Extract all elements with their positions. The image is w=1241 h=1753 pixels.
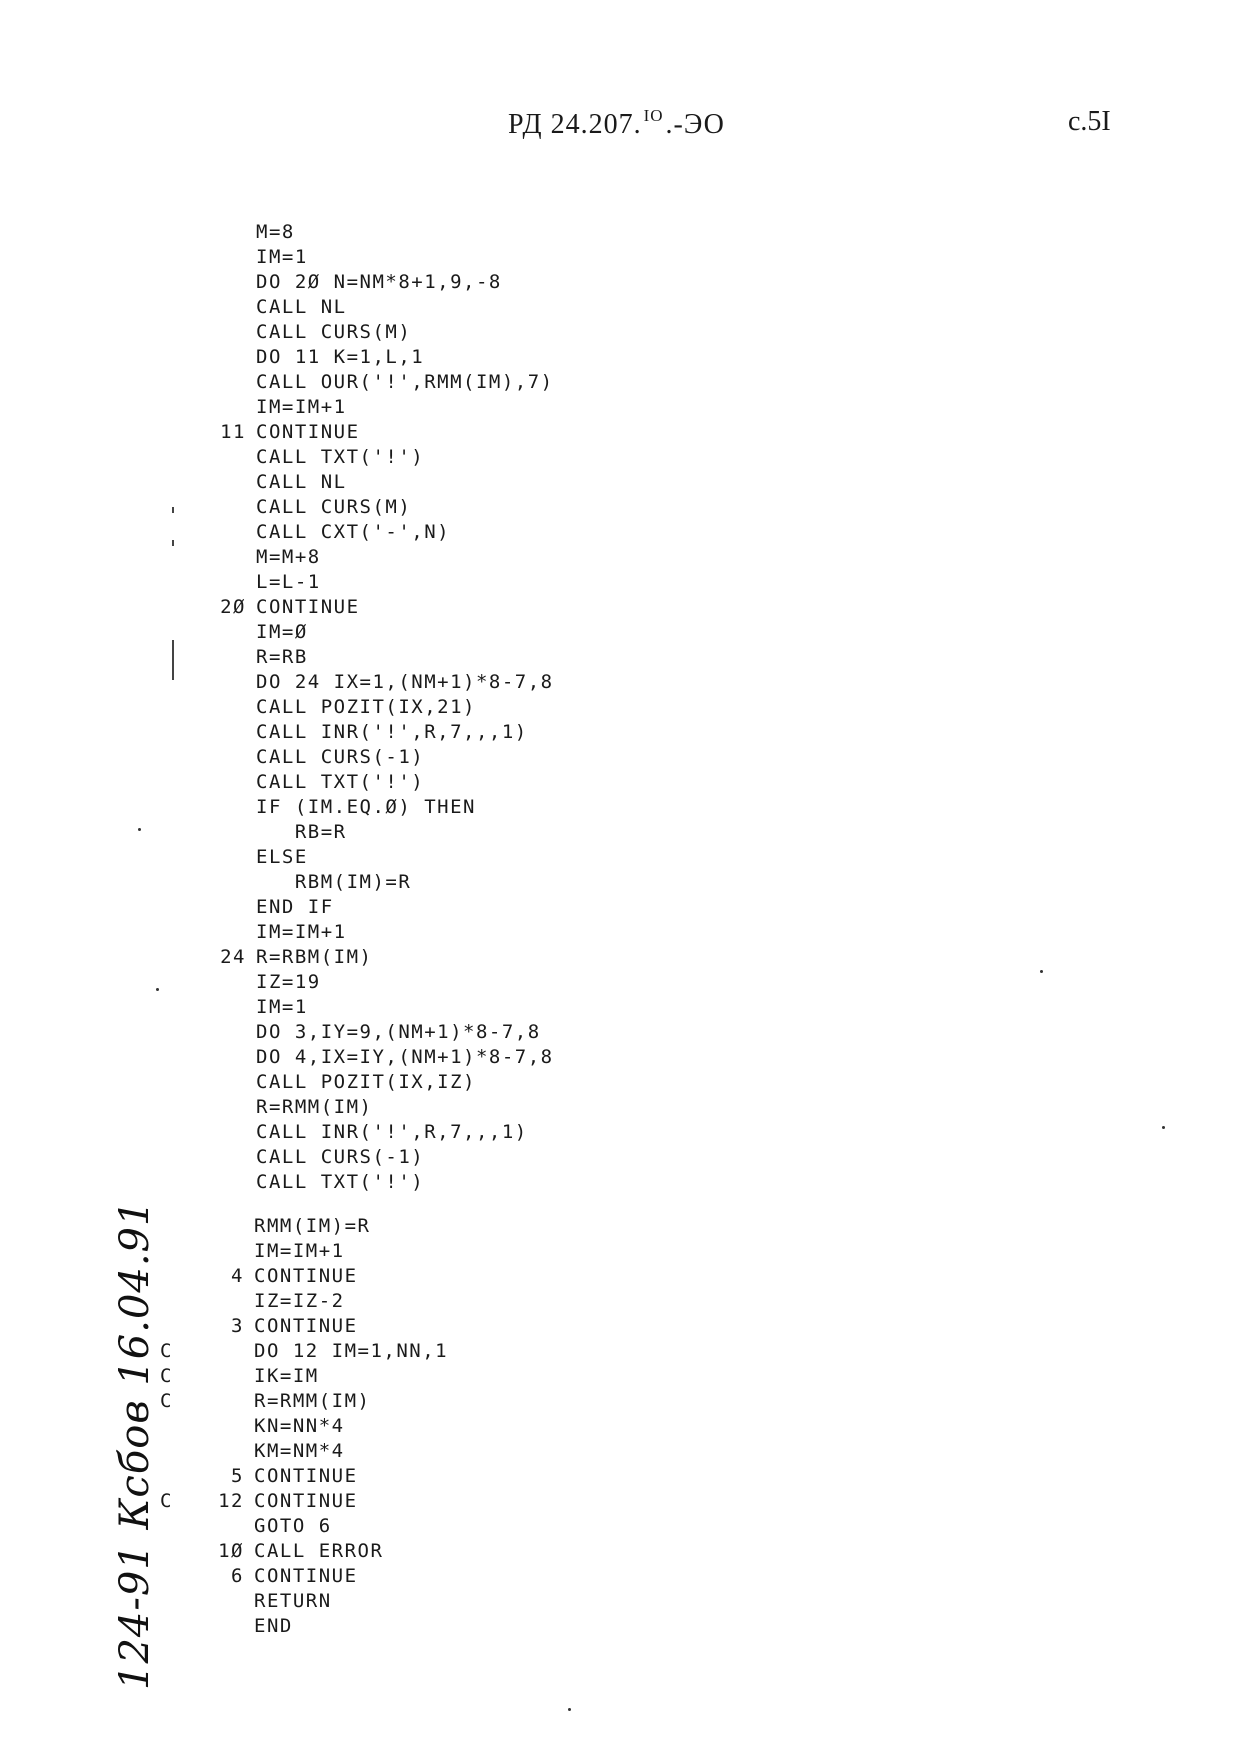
code-line <box>160 1489 448 1514</box>
code-statement: CALL CURS(M) <box>256 496 412 518</box>
code-statement: IM=IM+1 <box>254 1240 345 1262</box>
doc-code-suffix: .-ЭО <box>665 109 725 140</box>
code-statement: IM=1 <box>256 246 308 268</box>
margin-mark <box>172 507 174 513</box>
document-code <box>508 106 725 141</box>
code-line <box>186 245 554 270</box>
code-line <box>160 1339 448 1364</box>
code-line <box>160 1214 448 1239</box>
code-statement: IZ=19 <box>256 971 321 993</box>
code-statement: IZ=IZ-2 <box>254 1290 345 1312</box>
code-line <box>186 645 554 670</box>
margin-mark <box>172 640 174 680</box>
code-line <box>186 595 554 620</box>
code-statement: CONTINUE <box>254 1265 358 1287</box>
code-statement: R=RB <box>256 646 308 668</box>
code-statement: IK=IM <box>254 1365 319 1387</box>
doc-code-superscript: IO <box>643 106 664 125</box>
code-statement: L=L-1 <box>256 571 321 593</box>
code-line <box>160 1239 448 1264</box>
code-statement: IM=Ø <box>256 621 308 643</box>
code-line <box>186 995 554 1020</box>
code-line <box>186 695 554 720</box>
code-line <box>186 1170 554 1195</box>
code-statement: KN=NN*4 <box>254 1415 345 1437</box>
code-statement: IM=IM+1 <box>256 396 347 418</box>
code-line <box>186 395 554 420</box>
code-line <box>160 1414 448 1439</box>
handwritten-margin-note <box>112 1090 162 1690</box>
code-line <box>160 1589 448 1614</box>
code-statement: CALL CURS(-1) <box>256 1146 425 1168</box>
code-statement: DO 4,IX=IY,(NM+1)*8-7,8 <box>256 1046 554 1068</box>
code-line <box>186 495 554 520</box>
scan-speck <box>568 1708 571 1711</box>
statement-label: 11 <box>220 421 246 443</box>
code-statement: CALL CURS(M) <box>256 321 412 343</box>
statement-label: 1Ø <box>218 1540 244 1562</box>
code-line <box>186 945 554 970</box>
page-header <box>0 96 1241 156</box>
code-line <box>160 1614 448 1639</box>
scan-speck <box>1162 1126 1165 1129</box>
code-statement: CONTINUE <box>254 1565 358 1587</box>
code-statement: CALL POZIT(IX,21) <box>256 696 476 718</box>
code-statement: CALL CXT('-',N) <box>256 521 451 543</box>
code-statement: CALL CURS(-1) <box>256 746 425 768</box>
code-statement: R=RMM(IM) <box>256 1096 373 1118</box>
page-number: с.5I <box>1068 106 1111 137</box>
code-statement: DO 24 IX=1,(NM+1)*8-7,8 <box>256 671 554 693</box>
code-line <box>186 370 554 395</box>
code-line <box>160 1389 448 1414</box>
code-statement: DO 12 IM=1,NN,1 <box>254 1340 449 1362</box>
statement-label: 12 <box>218 1490 244 1512</box>
code-line <box>160 1264 448 1289</box>
scan-speck <box>1040 970 1043 973</box>
code-line <box>186 620 554 645</box>
code-statement: CONTINUE <box>254 1490 358 1512</box>
code-line <box>186 770 554 795</box>
code-line <box>186 220 554 245</box>
code-statement: CALL INR('!',R,7,,,1) <box>256 721 528 743</box>
code-line <box>186 420 554 445</box>
code-statement: DO 2Ø N=NM*8+1,9,-8 <box>256 271 502 293</box>
code-line <box>160 1514 448 1539</box>
comment-marker: C <box>160 1490 173 1512</box>
code-statement: R=RMM(IM) <box>254 1390 371 1412</box>
code-line <box>160 1364 448 1389</box>
statement-label: 3 <box>231 1315 244 1337</box>
statement-label: 5 <box>231 1465 244 1487</box>
code-statement: CONTINUE <box>254 1465 358 1487</box>
code-statement: RETURN <box>254 1590 332 1612</box>
code-statement: CONTINUE <box>256 421 360 443</box>
code-statement: DO 11 K=1,L,1 <box>256 346 425 368</box>
code-line <box>186 1120 554 1145</box>
code-line <box>186 870 554 895</box>
code-statement: R=RBM(IM) <box>256 946 373 968</box>
code-line <box>186 895 554 920</box>
code-line <box>186 295 554 320</box>
code-line <box>186 820 554 845</box>
code-statement: CALL OUR('!',RMM(IM),7) <box>256 371 554 393</box>
code-statement: END IF <box>256 896 334 918</box>
code-statement: CONTINUE <box>256 596 360 618</box>
statement-label: 24 <box>220 946 246 968</box>
code-line <box>186 1045 554 1070</box>
code-statement: KM=NM*4 <box>254 1440 345 1462</box>
code-line <box>186 845 554 870</box>
code-statement: M=8 <box>256 221 295 243</box>
code-statement: CALL TXT('!') <box>256 446 425 468</box>
code-line <box>160 1314 448 1339</box>
code-line <box>186 920 554 945</box>
code-statement: IM=IM+1 <box>256 921 347 943</box>
code-line <box>186 545 554 570</box>
code-statement: CALL INR('!',R,7,,,1) <box>256 1121 528 1143</box>
code-line <box>186 720 554 745</box>
scan-speck <box>138 828 141 831</box>
margin-mark <box>172 540 174 546</box>
code-line <box>186 570 554 595</box>
code-line <box>160 1439 448 1464</box>
code-statement: M=M+8 <box>256 546 321 568</box>
code-line <box>186 1095 554 1120</box>
statement-label: 4 <box>231 1265 244 1287</box>
code-line <box>186 970 554 995</box>
code-line <box>186 1020 554 1045</box>
margin-note-text: 124-91 Ксбов 16.04.91 <box>112 1199 158 1690</box>
code-line <box>160 1564 448 1589</box>
code-line <box>160 1464 448 1489</box>
code-line <box>186 470 554 495</box>
code-line <box>186 270 554 295</box>
code-statement: CALL TXT('!') <box>256 1171 425 1193</box>
statement-label: 2Ø <box>220 596 246 618</box>
comment-marker: C <box>160 1340 173 1362</box>
code-line <box>186 1070 554 1095</box>
code-statement: IF (IM.EQ.Ø) THEN <box>256 796 476 818</box>
code-statement: CALL NL <box>256 296 347 318</box>
code-statement: CALL ERROR <box>254 1540 384 1562</box>
code-line <box>186 320 554 345</box>
code-line <box>186 445 554 470</box>
code-statement: RMM(IM)=R <box>254 1215 371 1237</box>
code-statement: ELSE <box>256 846 308 868</box>
code-line <box>160 1539 448 1564</box>
code-line <box>186 345 554 370</box>
code-statement: DO 3,IY=9,(NM+1)*8-7,8 <box>256 1021 541 1043</box>
comment-marker: C <box>160 1365 173 1387</box>
code-statement: IM=1 <box>256 996 308 1018</box>
code-line <box>160 1289 448 1314</box>
code-statement: RBM(IM)=R <box>256 871 412 893</box>
code-statement: CONTINUE <box>254 1315 358 1337</box>
code-statement: GOTO 6 <box>254 1515 332 1537</box>
code-listing-bottom <box>160 1214 448 1639</box>
comment-marker: C <box>160 1390 173 1412</box>
code-statement: CALL POZIT(IX,IZ) <box>256 1071 476 1093</box>
code-line <box>186 1145 554 1170</box>
code-statement: CALL TXT('!') <box>256 771 425 793</box>
code-listing-top <box>186 220 554 1195</box>
code-statement: END <box>254 1615 293 1637</box>
code-line <box>186 520 554 545</box>
code-line <box>186 795 554 820</box>
code-statement: CALL NL <box>256 471 347 493</box>
doc-code-prefix: РД 24.207. <box>508 109 642 140</box>
code-statement: RB=R <box>256 821 347 843</box>
code-line <box>186 670 554 695</box>
scan-speck <box>156 988 159 991</box>
code-line <box>186 745 554 770</box>
statement-label: 6 <box>231 1565 244 1587</box>
